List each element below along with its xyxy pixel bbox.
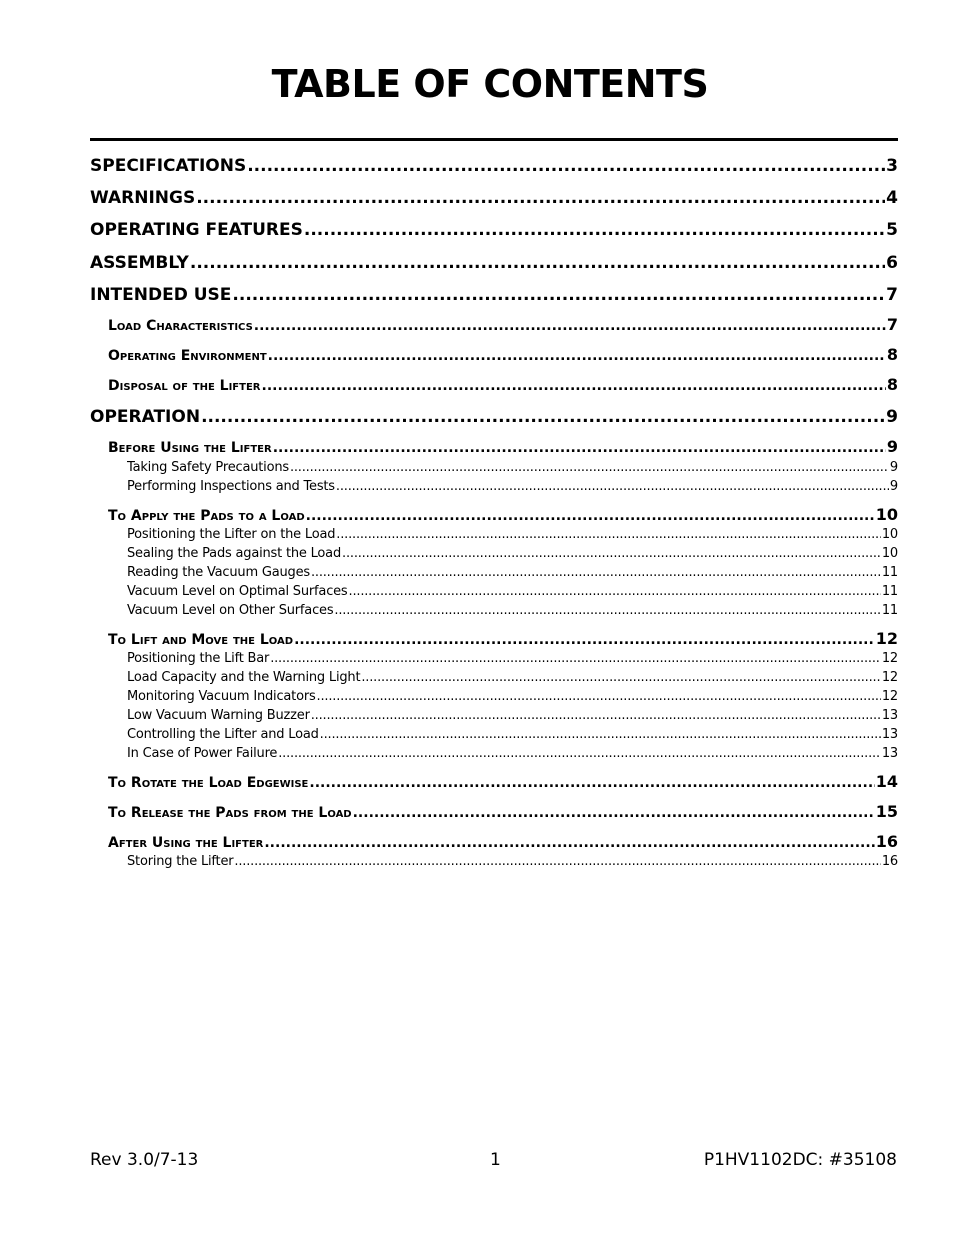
toc-entry-intended-use[interactable] — [90, 284, 898, 306]
dot-leader — [342, 545, 881, 562]
dot-leader — [349, 583, 881, 600]
toc-entry-to-release-the-pads-from-the-load[interactable] — [108, 802, 898, 822]
dot-leader — [361, 669, 881, 686]
toc-entry-sealing-the-pads-against-the-load[interactable] — [127, 545, 898, 562]
toc-entry-load-capacity-and-the-warning-light[interactable] — [127, 669, 898, 686]
dot-leader — [190, 252, 885, 274]
dot-leader — [196, 187, 885, 209]
toc-page-number: 15 — [875, 802, 898, 821]
toc-page-number: 11 — [881, 565, 898, 580]
dot-leader — [294, 630, 875, 649]
toc-page-number: 9 — [886, 437, 898, 456]
dot-leader — [273, 438, 886, 457]
toc-page-number: 16 — [881, 854, 898, 869]
toc-entry-label: To Lift and Move the Load — [108, 632, 294, 648]
toc-entry-load-characteristics[interactable] — [108, 315, 898, 335]
dot-leader — [309, 773, 874, 792]
dot-leader — [290, 459, 889, 476]
toc-entry-label: Positioning the Lift Bar — [127, 651, 270, 666]
toc-entry-in-case-of-power-failure[interactable] — [127, 745, 898, 762]
toc-entry-disposal-of-the-lifter[interactable] — [108, 375, 898, 395]
toc-entry-label: OPERATION — [90, 407, 201, 427]
dot-leader — [254, 316, 886, 335]
dot-leader — [264, 833, 874, 852]
toc-page-number: 13 — [881, 708, 898, 723]
dot-leader — [201, 406, 885, 428]
toc-entry-positioning-the-lifter-on-the-load[interactable] — [127, 526, 898, 543]
toc-page-number: 9 — [889, 479, 898, 494]
toc-entry-storing-the-lifter[interactable] — [127, 853, 898, 870]
toc-entry-assembly[interactable] — [90, 252, 898, 274]
toc-entry-label: INTENDED USE — [90, 285, 232, 305]
toc-page-number: 13 — [881, 746, 898, 761]
toc-entry-label: Operating Environment — [108, 348, 267, 364]
dot-leader — [234, 853, 880, 870]
toc-entry-label: To Release the Pads from the Load — [108, 805, 352, 821]
toc-entry-label: After Using the Lifter — [108, 835, 264, 851]
dot-leader — [232, 284, 885, 306]
toc-entry-positioning-the-lift-bar[interactable] — [127, 650, 898, 667]
toc-entry-controlling-the-lifter-and-load[interactable] — [127, 726, 898, 743]
toc-entry-label: Vacuum Level on Optimal Surfaces — [127, 584, 348, 599]
toc-entry-to-rotate-the-load-edgewise[interactable] — [108, 772, 898, 792]
toc-page-number: 3 — [886, 156, 898, 176]
dot-leader — [268, 346, 886, 365]
toc-page-number: 11 — [881, 584, 898, 599]
toc-entry-label: Vacuum Level on Other Surfaces — [127, 603, 334, 618]
dot-leader — [317, 688, 881, 705]
dot-leader — [336, 526, 881, 543]
toc-entry-label: Taking Safety Precautions — [127, 460, 289, 475]
toc-page-number: 12 — [881, 670, 898, 685]
toc-page-number: 11 — [881, 603, 898, 618]
toc-page-number: 9 — [889, 460, 898, 475]
toc-entry-label: To Apply the Pads to a Load — [108, 508, 305, 524]
toc-page-number: 7 — [886, 285, 898, 305]
toc-entry-label: In Case of Power Failure — [127, 746, 278, 761]
toc-entry-label: Load Capacity and the Warning Light — [127, 670, 361, 685]
dot-leader — [270, 650, 881, 667]
toc-entry-label: To Rotate the Load Edgewise — [108, 775, 309, 791]
toc-page-number: 9 — [886, 407, 898, 427]
toc-page-number: 8 — [886, 375, 898, 394]
toc-entry-vacuum-level-on-optimal-surfaces[interactable] — [127, 583, 898, 600]
dot-leader — [311, 707, 881, 724]
toc-page-number: 13 — [881, 727, 898, 742]
footer-revision: Rev 3.0/7-13 — [90, 1150, 199, 1170]
page-title: TABLE OF CONTENTS — [271, 62, 709, 106]
toc-entry-operation[interactable] — [90, 406, 898, 428]
toc-entry-label: Performing Inspections and Tests — [127, 479, 335, 494]
toc-entry-label: Monitoring Vacuum Indicators — [127, 689, 316, 704]
toc-entry-label: Reading the Vacuum Gauges — [127, 565, 310, 580]
toc-entry-label: ASSEMBLY — [90, 253, 189, 273]
toc-entry-reading-the-vacuum-gauges[interactable] — [127, 564, 898, 581]
toc-page-number: 10 — [881, 546, 898, 561]
toc-entry-to-lift-and-move-the-load[interactable] — [108, 629, 898, 649]
toc-entry-operating-environment[interactable] — [108, 345, 898, 365]
toc-entry-label: OPERATING FEATURES — [90, 220, 303, 240]
dot-leader — [304, 219, 885, 241]
toc-entry-specifications[interactable] — [90, 155, 898, 177]
toc-entry-low-vacuum-warning-buzzer[interactable] — [127, 707, 898, 724]
toc-entry-taking-safety-precautions[interactable] — [127, 459, 898, 476]
toc-entry-label: Controlling the Lifter and Load — [127, 727, 319, 742]
dot-leader — [262, 376, 886, 395]
footer-document-id: P1HV1102DC: #35108 — [703, 1150, 897, 1170]
toc-page-number: 10 — [875, 505, 898, 524]
dot-leader — [247, 155, 885, 177]
toc-entry-vacuum-level-on-other-surfaces[interactable] — [127, 602, 898, 619]
toc-page-number: 6 — [886, 253, 898, 273]
footer-page-number: 1 — [490, 1150, 501, 1170]
dot-leader — [334, 602, 880, 619]
toc-entry-label: Sealing the Pads against the Load — [127, 546, 342, 561]
toc-page-number: 5 — [886, 220, 898, 240]
toc-entry-label: Before Using the Lifter — [108, 440, 272, 456]
toc-page-number: 16 — [875, 832, 898, 851]
toc-page-number: 14 — [875, 772, 898, 791]
dot-leader — [306, 506, 875, 525]
dot-leader — [336, 478, 889, 495]
toc-entry-label: SPECIFICATIONS — [90, 156, 247, 176]
toc-entry-label: Positioning the Lifter on the Load — [127, 527, 336, 542]
toc-entry-label: Disposal of the Lifter — [108, 378, 261, 394]
toc-entry-to-apply-the-pads-to-a-load[interactable] — [108, 505, 898, 525]
toc-entry-label: Low Vacuum Warning Buzzer — [127, 708, 310, 723]
dot-leader — [353, 803, 875, 822]
toc-entry-before-using-the-lifter[interactable] — [108, 437, 898, 457]
dot-leader — [311, 564, 881, 581]
dot-leader — [320, 726, 881, 743]
toc-page-number: 10 — [881, 527, 898, 542]
toc-entry-warnings[interactable] — [90, 187, 898, 209]
toc-page-number: 8 — [886, 345, 898, 364]
toc-entry-label: Storing the Lifter — [127, 854, 234, 869]
toc-entry-after-using-the-lifter[interactable] — [108, 832, 898, 852]
toc-page-number: 4 — [886, 188, 898, 208]
toc-page-number: 12 — [881, 651, 898, 666]
toc-entry-performing-inspections-and-tests[interactable] — [127, 478, 898, 495]
toc-entry-label: Load Characteristics — [108, 318, 253, 334]
toc-entry-label: WARNINGS — [90, 188, 196, 208]
toc-page-number: 12 — [881, 689, 898, 704]
toc-page-number: 12 — [875, 629, 898, 648]
dot-leader — [278, 745, 881, 762]
toc-entry-operating-features[interactable] — [90, 219, 898, 241]
title-divider — [90, 138, 898, 141]
toc-entry-monitoring-vacuum-indicators[interactable] — [127, 688, 898, 705]
toc-page-number: 7 — [886, 315, 898, 334]
